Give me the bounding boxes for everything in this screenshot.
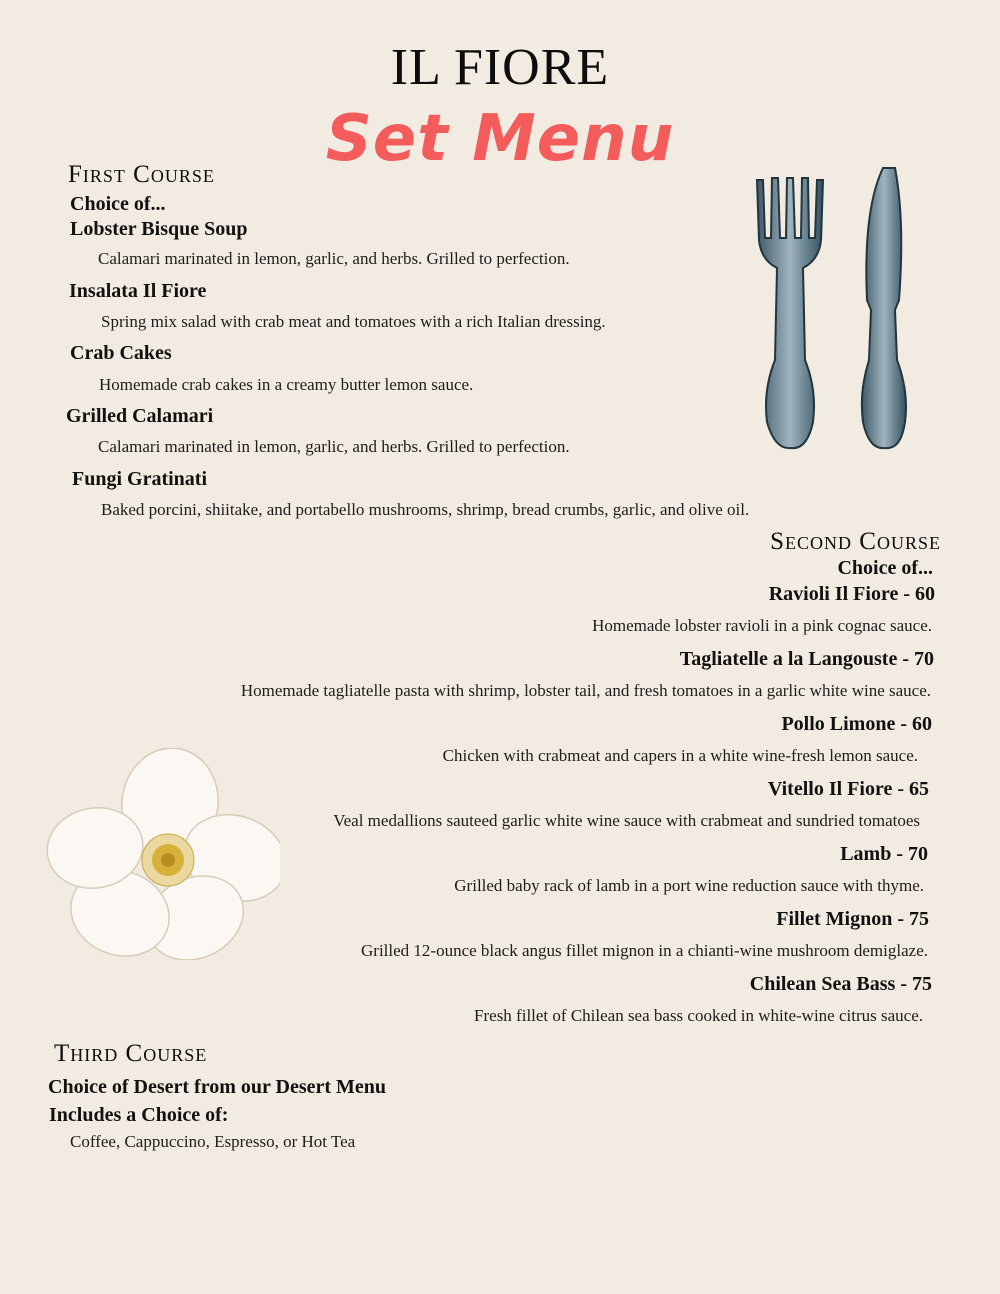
second-course-title: Second Course xyxy=(770,528,941,555)
third-course-drinks: Coffee, Cappuccino, Espresso, or Hot Tea xyxy=(70,1132,356,1151)
fork-and-knife-icon xyxy=(745,160,925,460)
restaurant-name: IL FIORE xyxy=(390,39,610,96)
first-course-item-desc: Baked porcini, shiitake, and portabello mushrooms, shrimp, bread crumbs, garlic, and olive oil. xyxy=(101,500,750,519)
third-course-title: Third Course xyxy=(54,1040,208,1067)
first-course-item-desc: Spring mix salad with crab meat and tomatoes with a rich Italian dressing. xyxy=(101,312,606,331)
first-course-item-name: Fungi Gratinati xyxy=(72,468,208,490)
second-course-item-name: Chilean Sea Bass - 75 xyxy=(749,973,932,995)
fork-icon xyxy=(757,178,823,448)
white-flower-icon xyxy=(40,748,280,960)
second-course-item-name: Lamb - 70 xyxy=(840,843,928,865)
second-course-item-desc: Homemade tagliatelle pasta with shrimp, lobster tail, and fresh tomatoes in a garlic white wine sauce. xyxy=(240,681,931,700)
first-course-item-name: Crab Cakes xyxy=(70,342,172,364)
second-course-item-name: Vitello Il Fiore - 65 xyxy=(767,778,929,800)
first-course-item-desc: Calamari marinated in lemon, garlic, and herbs. Grilled to perfection. xyxy=(98,249,570,268)
knife-icon xyxy=(862,168,906,448)
menu-subtitle: Set Menu xyxy=(325,102,675,176)
second-course-item-desc: Grilled 12-ounce black angus fillet mignon in a chianti-wine mushroom demiglaze. xyxy=(361,941,928,960)
second-course-item-desc: Chicken with crabmeat and capers in a white wine-fresh lemon sauce. xyxy=(442,746,918,765)
first-course-item-name: Lobster Bisque Soup xyxy=(70,218,248,240)
second-course-item-desc: Fresh fillet of Chilean sea bass cooked in white-wine citrus sauce. xyxy=(474,1006,923,1025)
first-course-item-desc: Homemade crab cakes in a creamy butter lemon sauce. xyxy=(99,375,474,394)
first-course-item-desc: Calamari marinated in lemon, garlic, and herbs. Grilled to perfection. xyxy=(98,437,570,456)
first-course-intro: Choice of... xyxy=(70,193,166,215)
second-course-item-name: Tagliatelle a la Langouste - 70 xyxy=(679,648,934,670)
first-course-item-name: Insalata Il Fiore xyxy=(69,280,207,302)
second-course-intro: Choice of... xyxy=(837,557,933,579)
second-course-item-desc: Homemade lobster ravioli in a pink cognac sauce. xyxy=(592,616,932,635)
second-course-item-name: Pollo Limone - 60 xyxy=(781,713,932,735)
second-course-item-desc: Grilled baby rack of lamb in a port wine reduction sauce with thyme. xyxy=(454,876,924,895)
second-course-item-name: Ravioli Il Fiore - 60 xyxy=(768,583,935,605)
third-course-line2: Includes a Choice of: xyxy=(49,1104,229,1126)
second-course-item-desc: Veal medallions sauteed garlic white wine sauce with crabmeat and sundried tomatoes xyxy=(333,811,920,830)
second-course-item-name: Fillet Mignon - 75 xyxy=(776,908,929,930)
third-course-line1: Choice of Desert from our Desert Menu xyxy=(48,1076,387,1098)
first-course-title: First Course xyxy=(68,161,215,188)
first-course-item-name: Grilled Calamari xyxy=(66,405,214,427)
